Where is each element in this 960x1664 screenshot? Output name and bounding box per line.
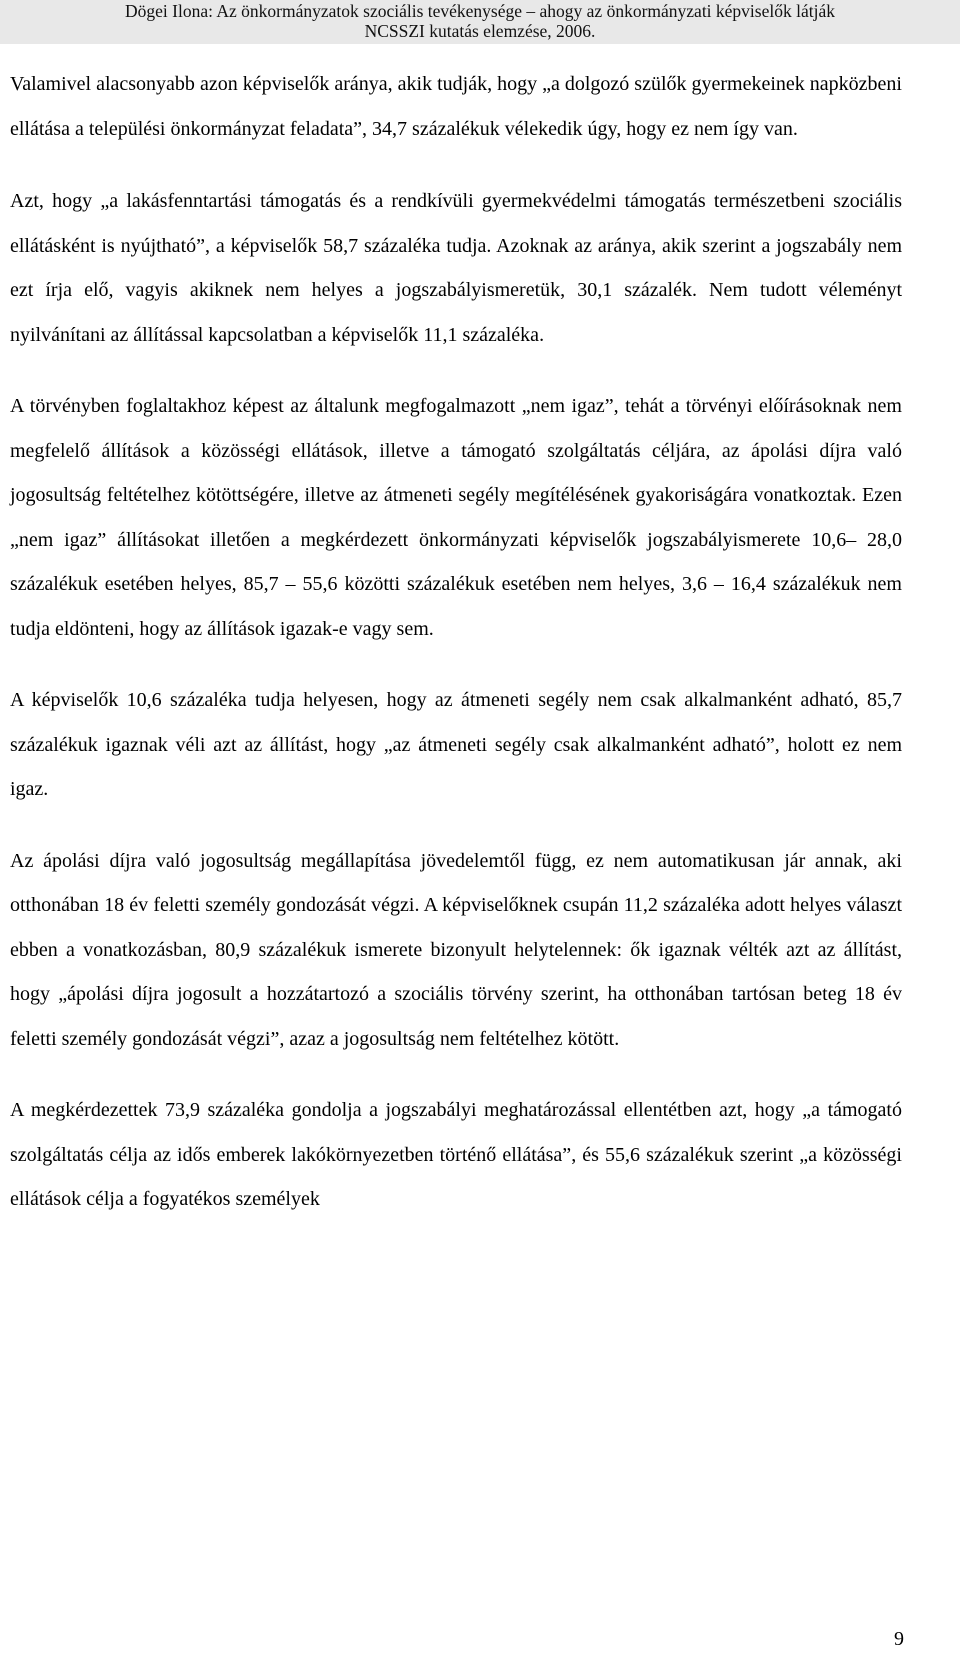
paragraph-2: Azt, hogy „a lakásfenntartási támogatás és a rendkívüli gyermekvédelmi támogatás természetbeni szociális ellátásként is nyújtható”, a képviselők 58,7 százaléka tudja. Azoknak az aránya, akik szerint a jogszabály nem ezt írja elő, vagyis akiknek nem helyes a jogszabályismeretük, 30,1 százalék. Nem tudott véleményt nyilvánítani az állítással kapcsolatban a képviselők 11,1 százaléka. — [10, 190, 902, 346]
header-subtitle: NCSSZI kutatás elemzése, 2006. — [364, 21, 596, 41]
paragraph-1: Valamivel alacsonyabb azon képviselők aránya, akik tudják, hogy „a dolgozó szülők gyermekeinek napközbeni ellátása a települési önkormányzat feladata”, 34,7 százalékuk vélekedik úgy, hogy ez nem így van. — [10, 73, 902, 140]
paragraph-4: A képviselők 10,6 százaléka tudja helyesen, hogy az átmeneti segély nem csak alkalmanként adható, 85,7 százalékuk igaznak véli azt az állítást, hogy „az átmeneti segély csak alkalmanként adható”, holott ez nem igaz. — [10, 689, 902, 800]
document-body — [10, 62, 902, 1222]
page-number: 9 — [894, 1628, 904, 1650]
header-title: Dögei Ilona: Az önkormányzatok szociális tevékenysége – ahogy az önkormányzati képviselők látják — [125, 1, 835, 21]
paragraph-6: A megkérdezettek 73,9 százaléka gondolja a jogszabályi meghatározással ellentétben azt, hogy „a támogató szolgáltatás célja az idős emberek lakókörnyezetben történő ellátása”, és 55,6 százalékuk szerint „a közösségi ellátások célja a fogyatékos személyek — [10, 1099, 902, 1210]
paragraph-5: Az ápolási díjra való jogosultság megállapítása jövedelemtől függ, ez nem automatikusan jár annak, aki otthonában 18 év feletti személy gondozását végzi. A képviselőknek csupán 11,2 százaléka adott helyes választ ebben a vonatkozásban, 80,9 százalékuk ismerete bizonyult helytelennek: ők igaznak vélték azt az állítást, hogy „ápolási díjra jogosult a hozzátartozó a szociális törvény szerint, ha otthonában tartósan beteg 18 év feletti személy gondozását végzi”, azaz a jogosultság nem feltételhez kötött. — [10, 849, 902, 1050]
running-header — [0, 0, 960, 44]
paragraph-3: A törvényben foglaltakhoz képest az általunk megfogalmazott „nem igaz”, tehát a törvényi előírásoknak nem megfelelő állítások a közösségi ellátások, illetve a támogató szolgáltatás céljára, az ápolási díjra való jogosultság feltételhez kötöttségére, illetve az átmeneti segély megítélésének gyakoriságára vonatkoztak. Ezen „nem igaz” állításokat illetően a megkérdezett önkormányzati képviselők jogszabályismerete 10,6– 28,0 százalékuk esetében helyes, 85,7 – 55,6 közötti százalékuk esetében nem helyes, 3,6 – 16,4 százalékuk nem tudja eldönteni, hogy az állítások igazak-e vagy sem. — [10, 395, 902, 640]
